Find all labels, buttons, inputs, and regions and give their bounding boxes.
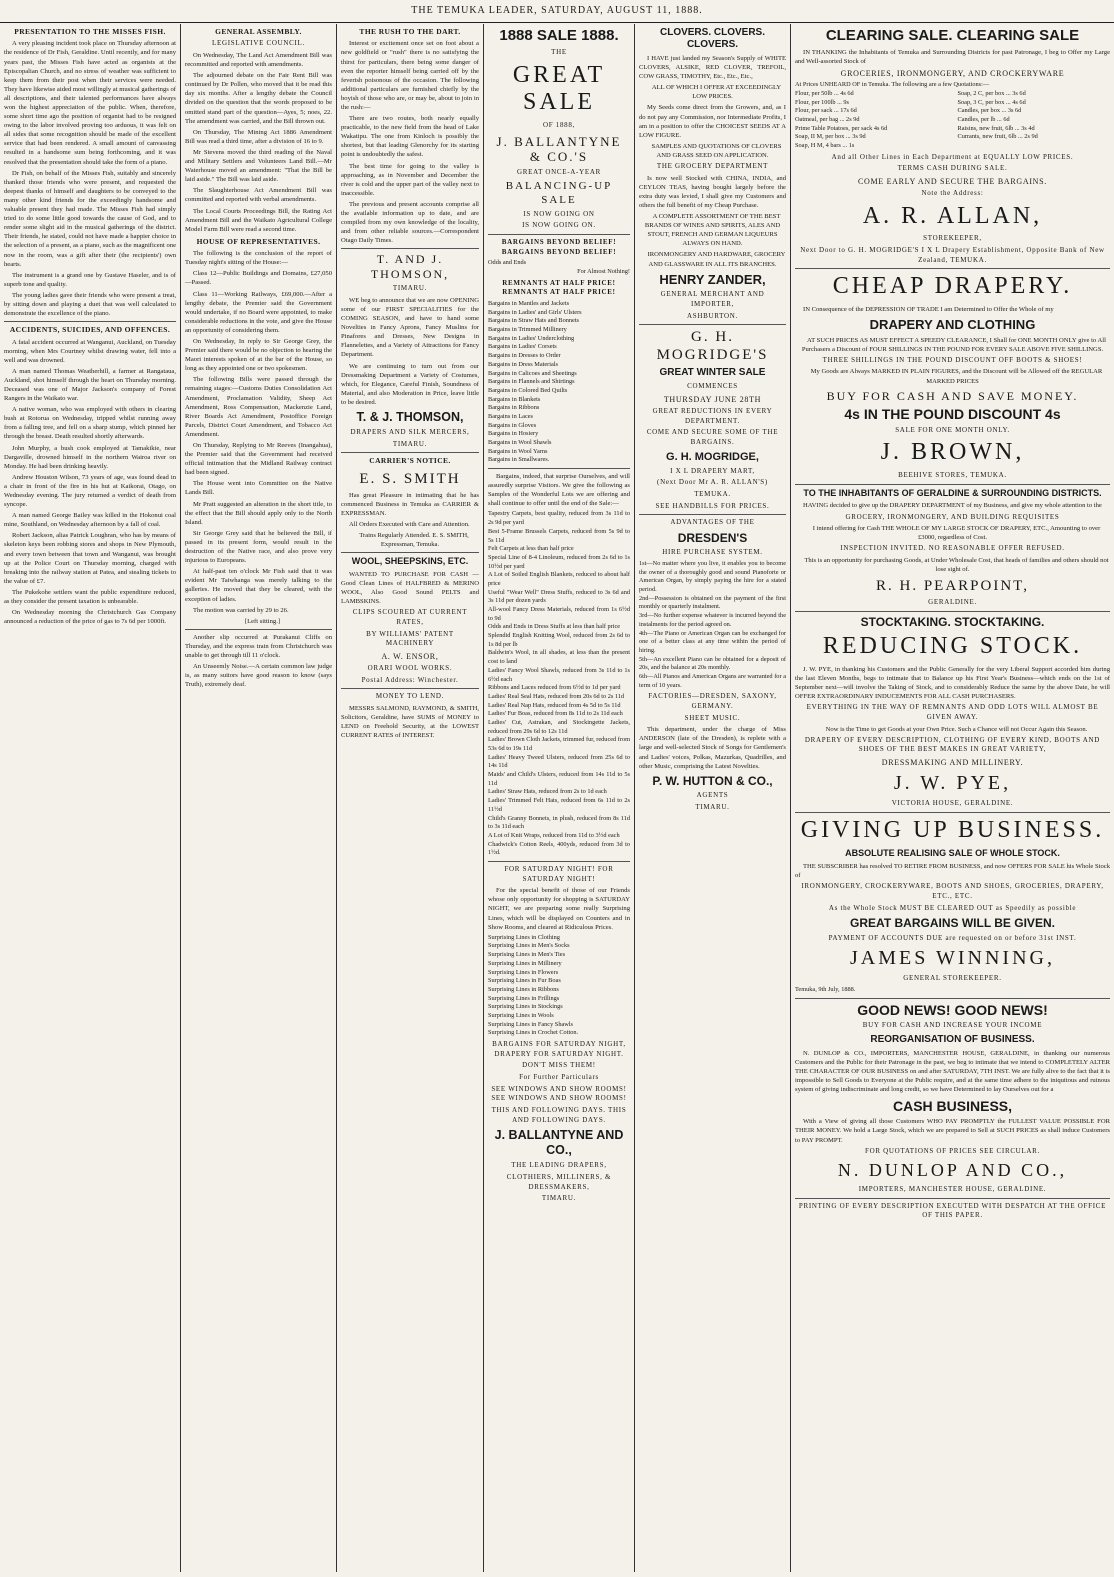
- advert-heading: GIVING UP BUSINESS.: [800, 816, 1105, 843]
- advert-name: HENRY ZANDER,: [659, 271, 766, 287]
- advert-text: THE: [551, 48, 567, 56]
- list-item: Bargains in Ladies' and Girls' Ulsters: [488, 308, 582, 316]
- advert-text: TERMS CASH DURING SALE.: [897, 164, 1008, 173]
- article-paragraph: The young ladies gave their friends who were present a treat, by sitting down and playing a duet that was well calculated to demonstrate the excellence of the piano.: [4, 291, 176, 318]
- advert-text: N. DUNLOP & CO., IMPORTERS, MANCHESTER HOUSE, GERALDINE, in thanking our numerous Customers and the Public for their Patronage in the past, we beg to intimate that we intend to COMPLETELY ALTER THE CHARACTER OF OUR BUSINESS on and after SATURDAY, 7TH INST. We are fully alive to the fact that it is impossible to Sell Goods to Everyone at the Public require, and at the same time adhere to the iniquitous and ruinous system of giving indiscriminate and long credit, so we have Determined to lay Ourselves out for a: [795, 1050, 1110, 1094]
- advert-text: This department, under the charge of Miss ANDERSON (late of the Dresden), is replete with a large and well-selected Stock of Songs for Gentlemen's and Ladies' voices, Polkas, Mazurkas, Quadrilles, and other Music, comprising the Latest Novelties.: [639, 726, 786, 770]
- advert-text: COMMENCES: [687, 382, 738, 391]
- advert-text: Note the Address:: [921, 189, 984, 198]
- advert-text: GENERAL MERCHANT AND IMPORTER,: [660, 290, 765, 308]
- advert-text: EVERYTHING IN THE WAY OF REMNANTS AND ODD LOTS WILL ALMOST BE GIVEN AWAY.: [806, 703, 1099, 721]
- list-item: Bargains in Calicoes and Sheetings: [488, 369, 577, 377]
- article-paragraph: The adjourned debate on the Fair Rent Bill was continued by Dr Pollen, who moved that it be read this day six months. After a lengthy debate the Council divided on the question that the words proposed to be omitted stand part of the question—Ayes, 5; noes, 22. The amendment was carried, and the Bill thrown out.: [185, 72, 332, 125]
- divider: [795, 1198, 1110, 1199]
- article-paragraph: Robert Jackson, alias Patrick Loughran, who has by means of skeleton keys been robbing stores and shops in New Plymouth, and every town between that town and Wanganui, was brought up at the Police Court on Thursday morning, charged with breaking into the railway station at Patea, and stealing tickets to the value of £7.: [4, 532, 176, 585]
- advert-text: As the Whole Stock MUST BE CLEARED OUT as Speedily as possible: [828, 903, 1077, 912]
- divider: [639, 324, 786, 325]
- list-item: Surprising Lines in Clothing: [488, 933, 560, 941]
- advert-text: Next Door to G. H. MOGRIDGE'S I X L Drapery Establishment, Opposite Bank of New Zealand, TEMUKA.: [800, 245, 1105, 264]
- list-item: Felt Carpets at less than half price: [488, 545, 574, 553]
- article-paragraph: Class 11—Working Railways, £69,000.—After a lengthy debate, the Premier said the Government would undertake, if no Board were appointed, to make considerable reductions in the vote, and give the House an opportunity of considering them.: [185, 290, 332, 334]
- list-item: All-wool Fancy Dress Materials, reduced from 1s 6½d to 9d: [488, 606, 630, 622]
- article-paragraph: John Murphy, a bush cook employed at Tamakikie, near Dargaville, drowned himself in the northern Wairoa river on Monday. He had been drinking heavily.: [4, 444, 176, 470]
- advert-text: SAMPLES AND QUOTATIONS OF CLOVERS AND GRASS SEED ON APPLICATION.: [651, 142, 782, 159]
- advert-text: STOREKEEPER,: [923, 234, 982, 243]
- article-paragraph: A fatal accident occurred at Wanganui, Auckland, on Tuesday morning, when Mrs Courtney whilst drawing water, fell into a well and was drowned.: [4, 338, 176, 364]
- list-item: Bargains in Gloves: [488, 421, 537, 429]
- list-item: Bargains in Mantles and Jackets: [488, 300, 570, 308]
- list-item: Surprising Lines in Crochet Cotton.: [488, 1029, 579, 1037]
- advert-text: For Almost Nothing!: [577, 268, 630, 276]
- article-paragraph: On Thursday, The Mining Act 1886 Amendment Bill was read a third time, after a division of 16 to 9.: [185, 128, 332, 145]
- article-paragraph: The instrument is a grand one by Gustave Haseler, and is of superb tone and quality.: [4, 271, 176, 288]
- advert-text: THURSDAY JUNE 28TH: [663, 394, 762, 404]
- advert-heading: 4s IN THE POUND DISCOUNT 4s: [844, 405, 1061, 422]
- list-item: Ladies' Cut, Astrakan, and Stockingette Jackets, reduced from 29s 6d to 12s 11d: [488, 718, 630, 735]
- advert-text: GROCERIES, IRONMONGERY, AND CROCKERYWARE: [840, 69, 1065, 79]
- list-item: A Lot of Knit Wraps, reduced from 11d to 3½d each: [488, 831, 620, 839]
- article-paragraph: A very pleasing incident took place on Thursday afternoon at the residence of Dr Fish, Geraldine. Until recently, and for many years past, the Misses Fish have acted as organists at the Episcopalian Church, and no stress of weather was sufficient to keep them from their post when their services were needed. They have likewise aided most willingly at musical gatherings of all descriptions, and their talented performances have always won the highest appreciation of the public. When, therefore, some short time ago the position of organist had to be resigned owing to the labor involved proving too arduous, it was felt on all sides that some recognition should be made of the excellent service that had been rendered. A small amount of canvassing resulted in a handsome sum being forthcoming, and it was resolved that the presentation should take the form of a piano.: [4, 40, 176, 166]
- advert-text: ALL OF WHICH I OFFER AT EXCEEDINGLY LOW PRICES.: [651, 84, 782, 101]
- advert-name: G. H. MOGRIDGE'S: [656, 329, 769, 364]
- list-item: Surprising Lines in Ribbons: [488, 985, 559, 993]
- advert-text: AGENTS: [696, 791, 729, 800]
- advert-text: GROCERY, IRONMONGERY, AND BUILDING REQUISITES: [845, 512, 1060, 521]
- advert-text: My Goods are Always MARKED IN PLAIN FIGURES, and the Discount will be Allowed off the REGULAR MARKED PRICES: [810, 368, 1103, 385]
- advert-text: Has great Pleasure in intimating that he has commenced Business in Temuka as CARRIER & EXPRESSMAN.: [341, 491, 479, 517]
- advert-text: CLIPS SCOURED AT CURRENT RATES,: [352, 608, 468, 627]
- advert-heading: CLOVERS. CLOVERS. CLOVERS.: [659, 27, 765, 50]
- divider: [341, 688, 479, 689]
- price-row: Flour, per 50lb ... 4s 6d: [795, 89, 854, 97]
- list-item: Ribbons and Laces reduced from 6½d to 1d per yard: [488, 684, 621, 692]
- advert-text: THIS AND FOLLOWING DAYS. THIS AND FOLLOWING DAYS.: [491, 1105, 627, 1124]
- divider: [4, 321, 176, 322]
- advert-heading: THE GROCERY DEPARTMENT: [656, 162, 769, 171]
- list-item: Ladies' Straw Hats, reduced from 2s to 1d each: [488, 788, 607, 796]
- list-item: Surprising Lines in Fancy Shawls: [488, 1020, 574, 1028]
- list-item: Best 5-Frame Brussels Carpets, reduced from 5s 9d to 5s 11d: [488, 527, 630, 544]
- advert-heading: GREAT BARGAINS WILL BE GIVEN.: [850, 916, 1055, 931]
- column-3: [337, 24, 483, 1572]
- advert-name: A. W. ENSOR,: [381, 651, 439, 661]
- advert-text: For the special benefit of those of our Friends whose only opportunity for shopping is SATURDAY NIGHT, we are preparing some really Surprising Lines, which will be displayed on Counters and in Show Rooms, and cleared at Ridiculous Prices.: [488, 887, 630, 931]
- advert-text: AT SUCH PRICES AS MUST EFFECT A SPEEDY CLEARANCE, I Shall for ONE MONTH ONLY give to All Purchasers a Discount of FOUR SHILLINGS IN THE POUND FOR EVERY SALE ABOVE FIVE SHILLINGS.: [801, 336, 1106, 353]
- list-item: Surprising Lines in Fur Boas: [488, 977, 561, 985]
- list-item: Surprising Lines in Stockings: [488, 1003, 563, 1011]
- advert-title: GREAT SALE: [512, 61, 606, 116]
- advert-text: COME AND SECURE SOME OF THE BARGAINS.: [646, 428, 779, 446]
- advert-text: IMPORTERS, MANCHESTER HOUSE, GERALDINE.: [858, 1184, 1047, 1193]
- divider: [341, 552, 479, 553]
- advert-place: TIMARU.: [392, 284, 428, 293]
- advert-text: Now is the Time to get Goods at your Own Price. Such a Chance will not Occur Again this Season.: [825, 725, 1088, 733]
- list-item: 3rd—No further expense whatever is incurred beyond the instalments for the period agreed on.: [639, 612, 786, 628]
- article-paragraph: Andrew Houston Wilson, 73 years of age, was found dead in a chair in front of the fire in his hut at Kaikorai, Otago, on Wednesday evening. The jury returned a verdict of death from syncope.: [4, 473, 176, 509]
- list-item: Bargains in Wool Shawls: [488, 439, 552, 447]
- advert-heading: TO THE INHABITANTS OF GERALDINE & SURROUNDING DISTRICTS.: [803, 487, 1102, 498]
- list-item: Tapestry Carpets, best quality, reduced from 3s 11d to 2s 9d per yard: [488, 510, 630, 527]
- article-paragraph: [Left sitting.]: [244, 617, 281, 625]
- advert-name: P. W. HUTTON & CO.,: [652, 773, 773, 788]
- article-paragraph: An Unseemly Noise.—A certain common law judge is, as many suitors have good reason to know (says Truth), extremely deaf.: [185, 663, 332, 689]
- list-item: 2nd—Possession is obtained on the payment of the first monthly or quarterly instalment.: [639, 594, 786, 611]
- list-item: Bargains in Hosiery: [488, 430, 539, 438]
- article-paragraph: A man named George Bailey was killed in the Hokonui coal mine, Southland, on Wednesday afternoon by a fall of coal.: [4, 512, 176, 529]
- advert-text: TIMARU.: [541, 1194, 577, 1203]
- price-table: [795, 90, 1110, 151]
- column-4: [484, 24, 634, 1572]
- advert-text: THREE SHILLINGS IN THE POUND DISCOUNT OFF BOOTS & SHOES!: [822, 355, 1083, 364]
- advert-text: (Next Door Mr A. R. ALLAN'S): [657, 478, 768, 487]
- advert-text: This is an opportunity for purchasing Goods, at Under Wholesale Cost, that heads of families and others should not lose sight of.: [804, 557, 1109, 574]
- advert-text: IN THANKING the Inhabitants of Temuka and Surrounding Districts for past Patronage, I beg to Offer my Large and Well-assorted Stock of: [795, 49, 1110, 66]
- list-item: Child's Granny Bonnets, in plush, reduced from 8s 11d to 3s 11d each: [488, 814, 630, 831]
- column-5: [635, 24, 790, 1572]
- advert-text: BEEHIVE STORES, TEMUKA.: [898, 471, 1007, 480]
- advert-text: BALANCING-UP SALE: [505, 180, 613, 206]
- headline: ACCIDENTS, SUICIDES, AND OFFENCES.: [9, 325, 171, 335]
- advert-heading: CLEARING SALE. CLEARING SALE: [825, 27, 1080, 44]
- advert-heading: CHEAP DRAPERY.: [832, 273, 1073, 300]
- advert-text: BY WILLIAMS' PATENT MACHINERY: [366, 629, 454, 648]
- masthead: THE TEMUKA LEADER, SATURDAY, AUGUST 11, 1888.: [0, 0, 1114, 23]
- list-item: Ladies' Fur Boas, reduced from 8s 11d to 2s 11d each: [488, 710, 623, 718]
- advert-name: J. BROWN,: [880, 439, 1025, 466]
- advert-text: My Seeds come direct from the Growers, and, as I do not pay any Commission, nor Intermediate Profits, I am in a position to offer the CHOICEST SEEDS AT A LOW FIGURE.: [639, 104, 786, 139]
- advert-text: MESSRS SALMOND, RAYMOND, & SMITH, Solicitors, Geraldine, have SUMS of MONEY to LEND on Freehold Security, at the LOWEST CURRENT RATES of INTEREST.: [341, 704, 479, 740]
- headline: HOUSE OF REPRESENTATIVES.: [196, 236, 321, 246]
- divider: [639, 514, 786, 515]
- headline: PRESENTATION TO THE MISSES FISH.: [14, 27, 166, 36]
- price-list-right: [958, 90, 1111, 151]
- divider: [795, 268, 1110, 269]
- advert-heading: REORGANISATION OF BUSINESS.: [870, 1034, 1035, 1046]
- list-item: Bargains in Flannels and Shirtings: [488, 378, 575, 386]
- advert-text: BARGAINS FOR SATURDAY NIGHT, DRAPERY FOR SATURDAY NIGHT.: [492, 1040, 626, 1058]
- article-paragraph: The Slaughterhouse Act Amendment Bill was committed and reported with verbal amendments.: [185, 187, 332, 204]
- advert-text: SEE HANDBILLS FOR PRICES.: [655, 501, 770, 510]
- advert-text: THE SUBSCRIBER has resolved TO RETIRE FROM BUSINESS, and now OFFERS FOR SALE his Whole Stock of: [795, 863, 1110, 880]
- list-item: Surprising Lines in Wools: [488, 1011, 554, 1019]
- advert-text: REMNANTS AT HALF PRICE! REMNANTS AT HALF PRICE!: [502, 278, 616, 297]
- price-list: [488, 510, 630, 858]
- article-paragraph: On Wednesday, In reply to Sir George Grey, the Premier said there would be no objection to hearing the Maori interests spoken of at the bar of the House, so long as they appointed one or two spokesmen.: [185, 337, 332, 373]
- price-row: Prime Table Potatoes, per sack 4s 6d: [795, 124, 888, 132]
- advert-name: DRESDEN'S: [677, 530, 748, 545]
- list-item: Ladies' Real Seal Hats, reduced from 20s 6d to 2s 11d: [488, 692, 625, 700]
- article-paragraph: The Local Courts Proceedings Bill, the Rating Act Amendment Bill and the Waikato Agricultural College Model Farm Bill were read a second time.: [185, 207, 332, 233]
- advert-name: J. BALLANTYNE & CO.'S: [496, 133, 622, 165]
- advert-text: For Further Particulars: [519, 1072, 599, 1081]
- article-paragraph: On Wednesday, The Land Act Amendment Bill was recommitted and reported with amendments.: [185, 52, 332, 69]
- list-item: Bargains in Trimmed Millinery: [488, 326, 567, 334]
- subheadline: LEGISLATIVE COUNCIL.: [212, 39, 305, 48]
- list-item: Bargains in Blankets: [488, 395, 541, 403]
- advert-text: SHEET MUSIC.: [684, 713, 741, 722]
- advert-text: PAYMENT OF ACCOUNTS DUE are requested on or before 31st INST.: [828, 933, 1077, 942]
- list-item: Surprising Lines in Men's Socks: [488, 942, 570, 950]
- price-row: Flour, per sack ... 17s 6d: [795, 107, 857, 115]
- divider: [185, 629, 332, 630]
- price-row: Raisins, new fruit, 6lb ... 3s 4d: [957, 124, 1035, 132]
- article-paragraph: Another slip occurred at Purakanui Cliffs on Thursday, and the express train from Christchurch was unable to get through till 11 o'clock.: [185, 633, 332, 659]
- advert-subtitle: DRAPERS AND SILK MERCERS,: [350, 427, 470, 436]
- divider: [795, 611, 1110, 612]
- advert-heading: CASH BUSINESS,: [892, 1097, 1013, 1114]
- article-paragraph: The Pukekohe settlers want the public expenditure reduced, as they consider the present taxation is unbearable.: [4, 588, 176, 606]
- advert-text: IN Consequence of the DEPRESSION OF TRADE I am Determined to Offer the Whole of my: [803, 305, 1054, 313]
- list-item: Surprising Lines in Men's Ties: [488, 951, 566, 959]
- advantages-list: [639, 560, 786, 690]
- advert-text: Postal Address: Winchester.: [361, 675, 459, 684]
- advert-text: I HAVE just landed my Season's Supply of WHITE CLOVERS, ALSIKE, RED CLOVER, TREFOIL, COW GRASS, TIMOTHY, Etc., Etc., Etc.,: [639, 55, 786, 81]
- advert-text: GREAT REDUCTIONS IN EVERY DEPARTMENT.: [652, 406, 773, 425]
- list-item: Ladies' Brown Cloth Jackets, trimmed fur, reduced from 53s 6d to 19s 11d: [488, 736, 630, 753]
- list-item: Bargains in Straw Hats and Bonnets: [488, 317, 580, 325]
- advert-text: J. W. PYE, in thanking his Customers and the Public Generally for the very Liberal Support accorded him during the last Eleven Months, begs to intimate that to Balance up his First Year's Business—which ends on the 1st of September next—will involve the Taking of Stock, and to considerably Reduce the same by the above Date, he will OFFER EXTRAORDINARY INDUCEMENTS FOR ALL CASH PURCHASERS.: [795, 665, 1110, 701]
- advert-text: INSPECTION INVITED. NO REASONABLE OFFER REFUSED.: [840, 544, 1065, 553]
- list-item: Surprising Lines in Millinery: [488, 959, 562, 967]
- price-row: Candles, per lb ... 6d: [957, 115, 1010, 123]
- advert-text: CLOTHIERS, MILLINERS, & DRESSMAKERS,: [506, 1172, 612, 1191]
- list-item: 6th—All Pianos and American Organs are warranted for a term of 10 years.: [639, 672, 786, 689]
- advert-text: ASHBURTON.: [687, 311, 738, 320]
- advert-text: HIRE PURCHASE SYSTEM.: [662, 548, 763, 557]
- list-item: Ladies' Heavy Tweed Ulsters, reduced from 25s 6d to 14s 11d: [488, 753, 630, 770]
- advert-text: ADVANTAGES OF THE: [670, 518, 755, 527]
- advert-text: VICTORIA HOUSE, GERALDINE.: [891, 799, 1014, 808]
- advert-text: SEE WINDOWS AND SHOW ROOMS! SEE WINDOWS AND SHOW ROOMS!: [491, 1084, 627, 1103]
- article-paragraph: A native woman, who was employed with others in clearing bush at Rotorua on Wednesday, tripped whilst running away from a falling tree, and fell on a sharp stump, which pinned her through the breast. Death resulted shortly afterwards.: [4, 406, 176, 441]
- advert-name: R. H. PEARPOINT,: [876, 578, 1029, 595]
- advert-text: DRESSMAKING AND MILLINERY.: [881, 758, 1024, 767]
- advert-text: Temuka, 9th July, 1888.: [795, 985, 856, 993]
- advert-text: PRINTING OF EVERY DESCRIPTION EXECUTED WITH DESPATCH AT THE OFFICE OF THIS PAPER.: [798, 1201, 1107, 1220]
- advert-name: J. W. PYE,: [893, 772, 1012, 795]
- divider: [795, 484, 1110, 485]
- list-item: Useful "Wear Well" Dress Stuffs, reduced to 3s 6d and 3s 11d per dozen yards: [488, 588, 630, 605]
- advert-text: All Orders Executed with Care and Attention.: [349, 520, 470, 528]
- advert-text: IS NOW GOING ON: [523, 209, 595, 218]
- advert-text: BUY FOR CASH AND SAVE MONEY.: [826, 388, 1079, 403]
- advert-name: N. DUNLOP AND CO.,: [837, 1160, 1068, 1181]
- list-item: Maids' and Child's Ulsters, reduced from 14s 11d to 5s 11d: [488, 771, 630, 787]
- advert-heading: ABSOLUTE REALISING SALE OF WHOLE STOCK.: [845, 848, 1060, 859]
- headline: THE RUSH TO THE DART.: [359, 27, 461, 36]
- list-item: Ladies' Trimmed Felt Hats, reduced from 6s 11d to 2s 11½d: [488, 797, 630, 813]
- price-row: Soap, H M, 4 bars ... 1s: [795, 142, 855, 150]
- advert-text: Bargains, indeed, that surprise Ourselves, and will assuredly surprise Visitors. We give the following as Samples of the Wonderful Lots we are offering and shall continue to offer until the end of the Sale:—: [488, 473, 630, 508]
- list-item: A Lot of Soiled English Blankets, reduced to about half price: [488, 571, 630, 587]
- advert-text: GREAT ONCE-A-YEAR: [517, 167, 601, 176]
- list-item: Bargains in Dresses to Order: [488, 352, 561, 360]
- advert-text: COME EARLY AND SECURE THE BARGAINS.: [857, 177, 1048, 187]
- article-paragraph: The following Bills were passed through the remaining stages:—Customs Duties Consolidation Act Amendment, Proclamation Validity, Sheep Act Amendment, Ross Compensation, Mackenzie Land, River Boards Act Amendment, Postoffice Foreign Parcels, District Court Amendment, and Tobacco Act Amendment.: [185, 376, 332, 438]
- advert-text: Is now well Stocked with CHINA, INDIA, and CEYLON TEAS, having bought largely before the extra duty was levied, I shall give my Customers and others the full benefit of my Cheap Purchase.: [639, 174, 786, 209]
- advert-text: TIMARU.: [695, 802, 730, 811]
- list-item: Baldwin's Wool, in all shades, at less than the present cost to land: [488, 649, 630, 666]
- article-paragraph: Mr Pratt suggested an alteration in the short title, to the effect that the Bill should apply only to the North Island.: [185, 500, 332, 526]
- surprising-list: [488, 934, 630, 1038]
- column-2: [181, 24, 336, 1572]
- advert-heading: REDUCING STOCK.: [822, 633, 1083, 660]
- advert-text: BUY FOR CASH AND INCREASE YOUR INCOME: [862, 1021, 1043, 1030]
- list-item: Bargains in Dress Materials: [488, 360, 559, 368]
- advert-text: FACTORIES—DRESDEN, SAXONY, GERMANY.: [648, 692, 777, 710]
- price-row: Soap, II M, per box ... 3s 9d: [795, 133, 866, 141]
- advert-text: FOR SATURDAY NIGHT! FOR SATURDAY NIGHT!: [504, 864, 614, 883]
- advert-text: SALE FOR ONE MONTH ONLY.: [895, 425, 1010, 434]
- article-paragraph: The previous and present accounts comprise all the available information up to date, and are compiled from my own knowledge of the locality, and from other reliable sources.—Correspondent Otago Daily Times.: [341, 200, 479, 245]
- advert-place: TIMARU.: [392, 439, 428, 448]
- list-item: Chadwick's Cotton Reels, 400yds, reduced from 3d to 1½d.: [488, 840, 630, 857]
- price-row: Flour, per 100lb ... 9s: [795, 98, 849, 106]
- advert-name: A. R. ALLAN,: [862, 202, 1043, 229]
- list-item: Bargains in Ladies' Corsets: [488, 343, 557, 351]
- advert-heading: WOOL, SHEEPSKINS, ETC.: [351, 556, 469, 567]
- advert-text: OF 1888,: [542, 120, 576, 129]
- article-paragraph: The motion was carried by 29 to 26.: [193, 606, 289, 614]
- advert-text: Trains Regularly Attended. E. S. SMITH, Expressman, Temuka.: [359, 532, 469, 549]
- list-item: Odds and Ends in Dress Stuffs at less than half price: [488, 623, 621, 631]
- price-list-left: [795, 90, 948, 151]
- advert-heading: GREAT WINTER SALE: [659, 367, 766, 379]
- price-row: Soap, 2 C, per box ... 3s 6d: [957, 89, 1026, 97]
- price-row: Soap, 3 C, per box ... 4s 6d: [957, 98, 1026, 106]
- article-paragraph: At half-past ten o'clock Mr Fish said that it was evident Mr Taiwhanga was merely talking to the galleries. He moved that they be cleared, with the exception of ladies.: [185, 568, 332, 603]
- advert-text: We are continuing to turn out from our Dressmaking Department a Variety of Costumes, which, for Elegance, Careful Finish, Soundness of Material, and also Moderation in Price, leave little to be desired.: [341, 362, 479, 406]
- list-item: Bargains in Ribbons: [488, 404, 540, 412]
- article-paragraph: Interest or excitement once set on foot about a new goldfield or "rush" there is no satisfying the thirst for particulars, there being some danger of even the reporter himself being carried off by the feverish poisonous of the occasion. The following additional particulars are furnished chiefly by the boyish of those who are, or may be, about to join in the rush:—: [341, 40, 479, 111]
- advert-text: IRONMONGERY AND HARDWARE, GROCERY AND GLASSWARE IN ALL ITS BRANCHES.: [647, 251, 786, 268]
- advert-heading: DRAPERY AND CLOTHING: [869, 316, 1036, 332]
- advert-text: HAVING decided to give up the DRAPERY DEPARTMENT of my Business, and give my whole attention to the: [803, 502, 1102, 510]
- article-paragraph: Dr Fish, on behalf of the Misses Fish, suitably and sincerely thanked those friends who were present, and requested the deepest thanks of himself and daughters to be conveyed to the many other kind friends for the exceedingly handsome and valuable present they had made. The Misses Fish had simply tried to do some little good towards the cause of God, and to render some slight aid in the musical gatherings of the district. Their friends, he stated, could not have made a happier choice in the selection of a present, as a piano, such as the magnificent one now in the room, was a gift after their (the recipients') own hearts.: [4, 169, 176, 268]
- list-item: Special Line of 8-4 Linoleum, reduced from 2s 6d to 1s 10½d per yard: [488, 553, 630, 570]
- price-row: Currants, new fruit, 6lb ... 2s 9d: [957, 133, 1038, 141]
- advert-text: GERALDINE.: [928, 598, 977, 607]
- advert-text: At Prices UNHEARD OF in Temuka. The following are a few Quotations:—: [795, 81, 990, 89]
- advert-text: DON'T MISS THEM!: [522, 1061, 596, 1070]
- advert-text: WE beg to announce that we are now OPENING some of our FIRST SPECIALITIES for the COMING SEASON, and have to hand some Novelties in Fancy Aprons, Fancy Muslins for Pinafores and Dresses, New Designs in Flannelettes, and a Variety of Attractions for Fancy Department.: [341, 296, 479, 359]
- advert-heading: GOOD NEWS! GOOD NEWS!: [857, 1001, 1048, 1018]
- article-paragraph: The following is the conclusion of the report of Tuesday night's sitting of the House:—: [185, 250, 332, 267]
- article-paragraph: There are two routes, both nearly equally practicable, to the new field from the head of Lake Wakatipu. The one from Kinloch is possibly the shortest, but that leading Glenorchy for its starting point is undoubtedly the safest.: [341, 115, 479, 159]
- advert-heading: STOCKTAKING. STOCKTAKING.: [860, 614, 1045, 629]
- advert-text: FOR QUOTATIONS OF PRICES SEE CIRCULAR.: [864, 1146, 1040, 1155]
- list-item: Surprising Lines in Flowers: [488, 968, 559, 976]
- advert-name: E. S. SMITH: [359, 470, 461, 487]
- list-item: Ladies' Real Nap Hats, reduced from 4s 5d to 5s 11d: [488, 701, 621, 709]
- list-item: Bargains in Colored Bed Quilts: [488, 386, 568, 394]
- article-paragraph: On Wednesday morning the Christchurch Gas Company announced a reduction of the price of gas to 7s 6d per 1000ft.: [4, 609, 176, 626]
- advert-text: And all Other Lines in Each Department at EQUALLY LOW PRICES.: [831, 152, 1074, 161]
- column-6: [791, 24, 1114, 1572]
- divider: [795, 812, 1110, 813]
- advert-name: T. & J. THOMSON,: [356, 409, 464, 424]
- advert-name: JAMES WINNING,: [850, 947, 1055, 970]
- advert-heading: CARRIER'S NOTICE.: [369, 456, 451, 466]
- advert-text: I intend offering for Cash THE WHOLE OF MY LARGE STOCK OF DRAPERY, ETC., Amounting to over £3000, regardless of Cost.: [812, 525, 1101, 542]
- bargain-list: [488, 300, 630, 465]
- advert-text: ORARI WOOL WORKS.: [367, 664, 453, 673]
- list-item: Bargains in Ladies' Underclothing: [488, 334, 575, 342]
- article-paragraph: Sir George Grey said that he believed the Bill, if passed in its present form, would result in the destruction of the Native race, and also prove very injurious to Europeans.: [185, 529, 332, 565]
- list-item: Bargains in Wool Yarns: [488, 447, 548, 455]
- divider: [795, 998, 1110, 999]
- price-row: Candles, per box ... 3s 6d: [957, 107, 1022, 115]
- list-item: 4th—The Piano or American Organ can be exchanged for one of a better class at any time within the period of hiring.: [639, 629, 786, 654]
- advert-name: G. H. MOGRIDGE,: [666, 450, 759, 463]
- advert-heading: MONEY TO LEND.: [375, 692, 445, 701]
- list-item: Bargains in Smallwares.: [488, 456, 550, 464]
- article-paragraph: A man named Thomas Weatherhill, a farmer at Rangataua, Auckland, shot himself through the heart on Thursday morning. Deceased was one of Major Jackson's company of Forest Rangers in the Waikato war.: [4, 367, 176, 403]
- article-paragraph: The House went into Committee on the Native Lands Bill.: [185, 480, 332, 497]
- advert-text: With a View of giving all those Customers WHO PAY PROMPTLY the FULLEST VALUE POSSIBLE FOR THEIR MONEY. We hold a Large Stock, which we are prepared to Sell at SUCH PRICES as shall induce Customers to PAY PROMPT.: [795, 1118, 1110, 1144]
- advert-text: BARGAINS BEYOND BELIEF! BARGAINS BEYOND BELIEF!: [501, 238, 617, 256]
- advert-text: TEMUKA.: [694, 490, 731, 498]
- list-item: Surprising Lines in Frillings: [488, 994, 560, 1002]
- divider: [341, 452, 479, 453]
- advert-text: Odds and Ends: [488, 259, 527, 267]
- advert-text: A COMPLETE ASSORTMENT OF THE BEST BRANDS OF WINES AND SPIRITS, ALES AND STOUT, FRENCH AND GERMAN LIQUEURS ALWAYS ON HAND.: [644, 213, 781, 248]
- article-paragraph: Class 12—Public Buildings and Domains, £27,050—Passed.: [185, 270, 332, 287]
- divider: [488, 468, 630, 469]
- advert-text: THE LEADING DRAPERS,: [511, 1161, 607, 1170]
- article-paragraph: On Thursday, Replying to Mr Reeves (Inangahua), the Premier said that the Government had received official intimation that the Midland Railway contract had been signed.: [185, 442, 332, 477]
- article-paragraph: Mr Stevens moved the third reading of the Naval and Military Settlers and Volunteers Land Bill.—Mr Waterhouse moved an amendment: "That the Bill be laid aside." The Bill was laid aside.: [185, 148, 332, 184]
- advert-text: WANTED TO PURCHASE FOR CASH — Good Clean Lines of HALFBRED & MERINO WOOL, Also Good Sound PELTS and LAMBSKINS.: [341, 570, 479, 606]
- list-item: 1st—No matter where you live, it enables you to become the owner of a thoroughly good and sound Pianoforte or American Organ, by simply paying the hire for a stated period.: [639, 560, 786, 594]
- divider: [488, 861, 630, 862]
- advert-heading: 1888 SALE 1888.: [499, 27, 619, 44]
- list-item: Bargains in Laces: [488, 412, 533, 420]
- advert-text: IRONMONGERY, CROCKERYWARE, BOOTS AND SHOES, GROCERIES, DRAPERY, ETC., ETC.: [801, 882, 1104, 900]
- column-1: [0, 24, 180, 1572]
- advert-text: GENERAL STOREKEEPER.: [903, 974, 1002, 983]
- headline: GENERAL ASSEMBLY.: [215, 27, 302, 36]
- divider: [341, 248, 479, 249]
- article-paragraph: The best time for going to the valley is approaching, as in November and December the river is cold and the upper part of the valley next to inaccessible.: [341, 162, 479, 197]
- advert-text: IS NOW GOING ON.: [522, 221, 596, 230]
- advert-name: J. BALLANTYNE AND CO.,: [494, 1128, 624, 1158]
- advert-text: I X L DRAPERY MART,: [670, 466, 755, 475]
- list-item: 5th—An excellent Piano can be obtained for a deposit of 20s, and the balance at 20s monthly.: [639, 655, 786, 672]
- price-row: Oatmeal, per bag ... 2s 9d: [795, 115, 860, 123]
- advert-text: DRAPERY OF EVERY DESCRIPTION, CLOTHING OF EVERY KIND, BOOTS AND SHOES OF THE BEST MAKES IN GREAT VARIETY,: [804, 735, 1101, 754]
- list-item: Ladies' Fancy Wool Shawls, reduced from 3s 11d to 1s 6½d each: [488, 666, 630, 683]
- divider: [488, 234, 630, 235]
- list-item: Splendid English Knitting Wool, reduced from 2s 6d to 1s 8d per lb: [488, 632, 630, 648]
- advert-title: T. AND J. THOMSON,: [370, 252, 450, 281]
